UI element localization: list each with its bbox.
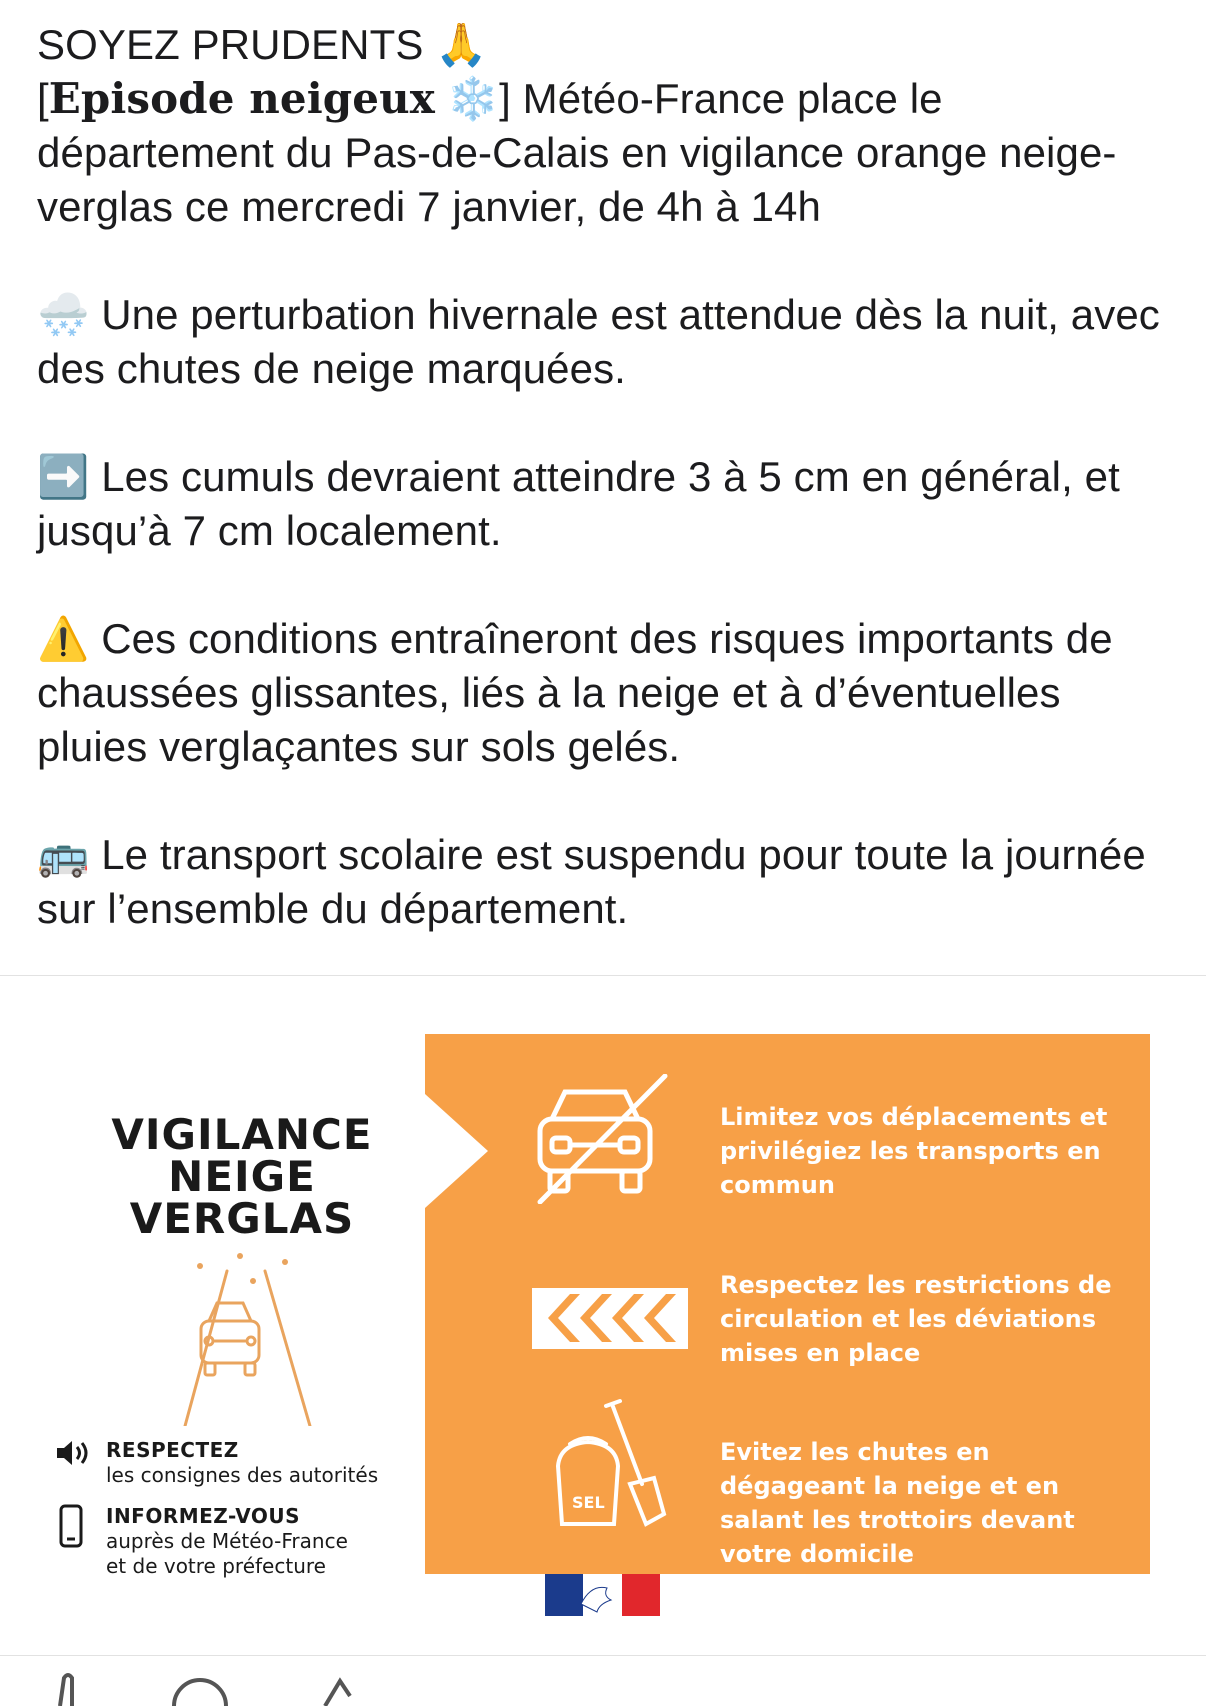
paragraph-risks	[37, 612, 1177, 774]
salt-label: SEL	[572, 1493, 605, 1512]
salt-shovel-icon	[550, 1396, 675, 1531]
legend-respect-title: RESPECTEZ	[106, 1438, 239, 1462]
intro-text: Météo-France place le département du Pas-de-Calais en vigilance orange neige-verglas ce mercredi 7 janvier, de 4h à 14h	[37, 75, 1117, 230]
bus-icon: 🚌	[37, 830, 90, 879]
paragraph-transport-text: Le transport scolaire est suspendu pour toute la journée sur l’ensemble du département.	[37, 831, 1146, 932]
panel-arrow-notch	[425, 1094, 488, 1208]
episode-open-bracket: [	[37, 75, 49, 122]
paragraph-transport	[37, 828, 1177, 936]
paragraph-snow-text: Une perturbation hivernale est attendue dès la nuit, avec des chutes de neige marquées.	[37, 291, 1160, 392]
legend-inform	[55, 1504, 415, 1579]
snow-cloud-icon: 🌨️	[37, 290, 90, 339]
right-arrow-icon: ➡️	[37, 452, 90, 501]
advice-respect-restrictions: Respectez les restrictions de circulation et les déviations mises en place	[720, 1271, 1112, 1367]
legend-inform-line2: et de votre préfecture	[106, 1554, 326, 1578]
post-action-bar	[0, 1656, 1206, 1706]
detour-chevron-icon	[530, 1286, 690, 1351]
legend-inform-title: INFORMEZ-VOUS	[106, 1504, 301, 1528]
warning-icon: ⚠️	[37, 614, 90, 663]
episode-label: Episode neigeux	[48, 74, 435, 123]
snowflake-icon: ❄️	[446, 74, 500, 123]
french-republic-flag-logo	[545, 1574, 660, 1616]
advice-avoid-falls: Evitez les chutes en dégageant la neige et en salant les trottoirs devant votre domicile	[720, 1438, 1075, 1568]
paragraph-accumulation-text: Les cumuls devraient atteindre 3 à 5 cm en général, et jusqu’à 7 cm localement.	[37, 453, 1120, 554]
post-intro	[37, 72, 1177, 234]
phone-icon	[55, 1504, 85, 1548]
legend-inform-line1: auprès de Météo-France	[106, 1529, 348, 1553]
praying-hands-icon: 🙏	[435, 20, 488, 69]
no-car-icon	[530, 1074, 670, 1204]
share-icon[interactable]	[325, 1681, 350, 1706]
headline-text: SOYEZ PRUDENTS	[37, 21, 424, 68]
post-text	[37, 18, 1177, 936]
advice-limit-travel: Limitez vos déplacements et privilégiez les transports en commun	[720, 1103, 1108, 1199]
paragraph-accumulation	[37, 450, 1177, 558]
title-line-neige: NEIGE	[168, 1152, 316, 1201]
title-line-vigilance: VIGILANCE	[111, 1110, 373, 1159]
comment-icon[interactable]	[174, 1680, 226, 1706]
title-line-verglas: VERGLAS	[129, 1194, 355, 1243]
paragraph-risks-text: Ces conditions entraîneront des risques importants de chaussées glissantes, liés à la neige et à d’éventuelles pluies verglaçantes sur sols gelés.	[37, 615, 1113, 770]
legend-respect	[55, 1438, 415, 1488]
speaker-icon	[55, 1438, 93, 1468]
infographic-title	[92, 1110, 392, 1243]
legend-respect-text: les consignes des autorités	[106, 1463, 379, 1487]
vigilance-infographic-image[interactable]	[0, 976, 1206, 1656]
car-in-snow-road-icon	[165, 1251, 330, 1426]
paragraph-snow	[37, 288, 1177, 396]
episode-close-bracket: ]	[499, 75, 511, 122]
post-headline	[37, 18, 1177, 72]
like-icon[interactable]	[60, 1675, 72, 1706]
